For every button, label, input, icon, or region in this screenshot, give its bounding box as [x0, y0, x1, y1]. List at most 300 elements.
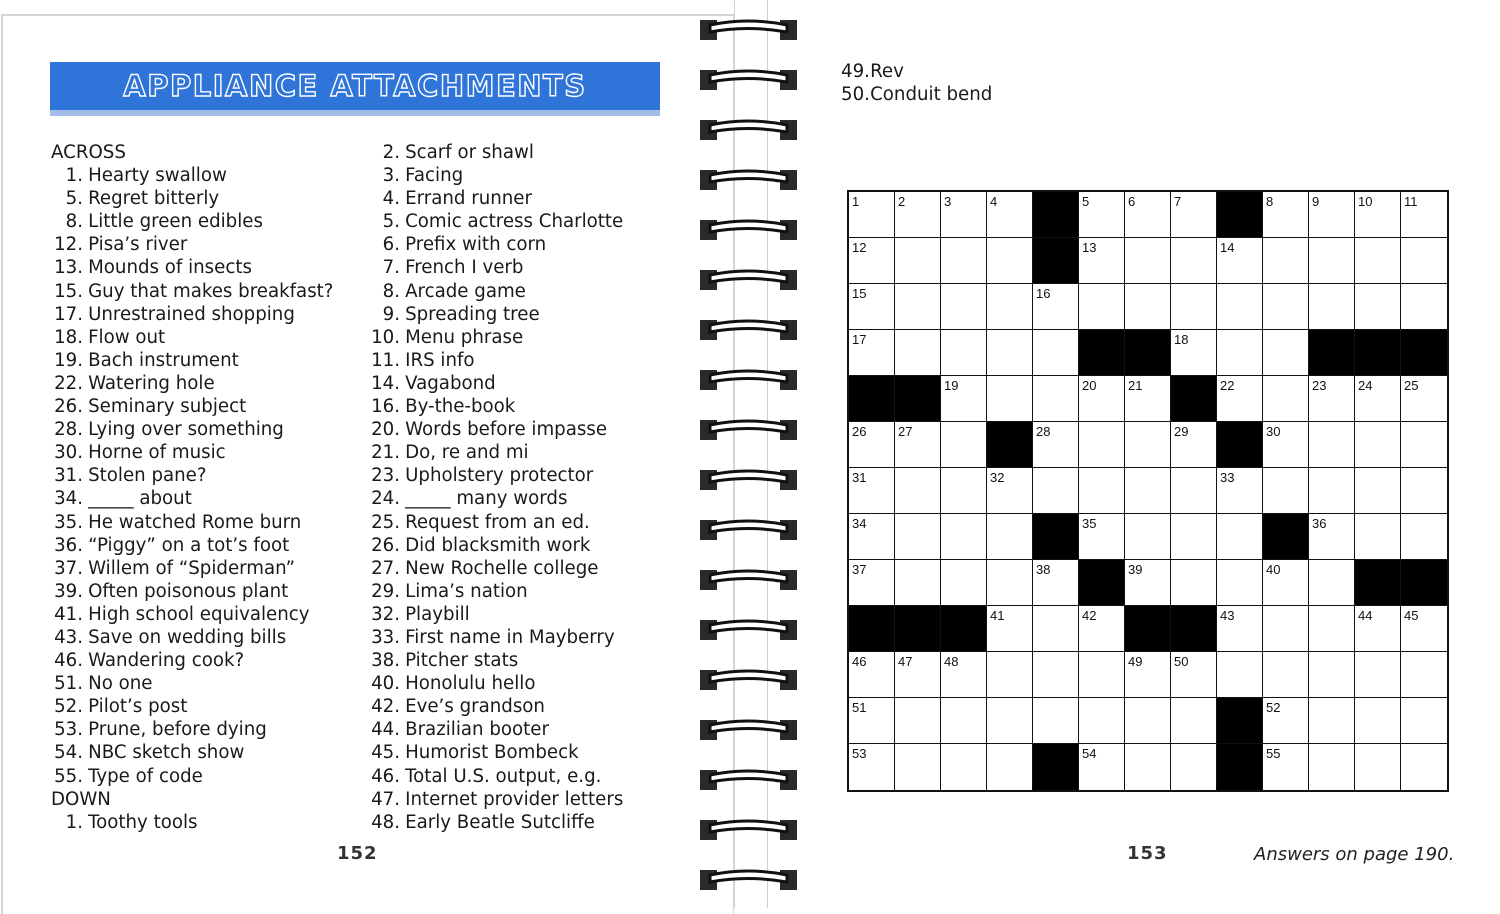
clue-number: 21. — [371, 442, 400, 464]
clue-text: Type of code — [88, 765, 203, 787]
clue-item — [368, 210, 623, 233]
cell-number: 41 — [990, 608, 1005, 623]
cell-number: 5 — [1082, 194, 1090, 209]
grid-cell[interactable] — [987, 698, 1033, 744]
cell-number: 2 — [898, 194, 906, 209]
clue-item — [51, 695, 333, 718]
grid-cell[interactable] — [1401, 698, 1447, 744]
grid-cell[interactable] — [1079, 376, 1125, 422]
black-square — [1263, 514, 1309, 560]
clue-item — [368, 441, 623, 464]
grid-cell[interactable] — [849, 652, 895, 698]
clue-item — [368, 326, 623, 349]
cell-number: 35 — [1082, 516, 1097, 531]
clue-number: 2. — [382, 142, 400, 163]
grid-cell[interactable] — [1217, 606, 1263, 652]
clue-text: Spreading tree — [405, 303, 540, 325]
clue-number: 8. — [382, 280, 400, 302]
grid-cell[interactable] — [1171, 422, 1217, 468]
clue-text: Little green edibles — [88, 211, 263, 233]
clue-number: 35. — [54, 511, 83, 533]
grid-cell[interactable] — [895, 560, 941, 606]
clue-number: 11. — [371, 349, 400, 371]
cell-number: 55 — [1266, 746, 1281, 761]
cell-number: 52 — [1266, 700, 1281, 715]
grid-cell[interactable] — [1171, 192, 1217, 238]
grid-cell[interactable] — [1355, 698, 1401, 744]
clue-text: Arcade game — [405, 280, 526, 302]
grid-cell[interactable] — [1033, 284, 1079, 330]
grid-cell[interactable] — [1309, 560, 1355, 606]
grid-cell[interactable] — [849, 560, 895, 606]
grid-cell[interactable] — [941, 238, 987, 284]
clue-text: Request from an ed. — [405, 511, 590, 533]
black-square — [1125, 606, 1171, 652]
clue-item — [368, 464, 623, 487]
grid-cell[interactable] — [895, 514, 941, 560]
grid-cell[interactable] — [1217, 468, 1263, 514]
clue-item — [368, 788, 623, 811]
clue-number: 48. — [371, 811, 400, 833]
cell-number: 47 — [898, 654, 913, 669]
grid-cell[interactable] — [1033, 560, 1079, 606]
grid-cell[interactable] — [941, 330, 987, 376]
grid-cell[interactable] — [895, 284, 941, 330]
grid-cell[interactable] — [1309, 192, 1355, 238]
grid-cell[interactable] — [1171, 514, 1217, 560]
clue-text: Honolulu hello — [405, 673, 536, 695]
spiral-coil — [700, 670, 797, 690]
grid-cell[interactable] — [1309, 468, 1355, 514]
grid-cell[interactable] — [1401, 652, 1447, 698]
clue-item — [368, 372, 623, 395]
grid-cell[interactable] — [849, 468, 895, 514]
grid-cell[interactable] — [1355, 468, 1401, 514]
cell-number: 21 — [1128, 378, 1143, 393]
grid-cell[interactable] — [1125, 192, 1171, 238]
grid-cell[interactable] — [987, 606, 1033, 652]
grid-cell[interactable] — [941, 422, 987, 468]
cell-number: 32 — [990, 470, 1005, 485]
black-square — [1355, 330, 1401, 376]
cell-number: 50 — [1174, 654, 1189, 669]
grid-cell[interactable] — [1125, 514, 1171, 560]
grid-cell[interactable] — [1125, 744, 1171, 790]
clue-item — [51, 349, 333, 372]
grid-cell[interactable] — [1263, 376, 1309, 422]
clue-item — [51, 811, 333, 834]
clue-number: 9. — [382, 303, 400, 325]
grid-cell[interactable] — [849, 238, 895, 284]
cell-number: 15 — [852, 286, 867, 301]
grid-cell[interactable] — [1263, 744, 1309, 790]
black-square — [987, 422, 1033, 468]
clue-number: 1. — [65, 165, 83, 187]
grid-cell[interactable] — [1309, 422, 1355, 468]
clue-number: 33. — [371, 626, 400, 648]
clue-text: “Piggy” on a tot’s foot — [88, 534, 290, 556]
grid-cell[interactable] — [1079, 238, 1125, 284]
grid-cell[interactable] — [849, 514, 895, 560]
clue-item — [368, 741, 623, 764]
grid-cell[interactable] — [987, 652, 1033, 698]
clue-item — [51, 326, 333, 349]
clue-number: 51. — [54, 673, 83, 695]
grid-cell[interactable] — [1309, 698, 1355, 744]
clue-text: Do, re and mi — [405, 442, 529, 464]
clue-item — [51, 718, 333, 741]
grid-cell[interactable] — [1125, 422, 1171, 468]
grid-cell[interactable] — [1171, 238, 1217, 284]
clue-number: 34. — [54, 488, 83, 510]
clue-item — [368, 280, 623, 303]
black-square — [1401, 560, 1447, 606]
clue-number: 42. — [371, 696, 400, 718]
cell-number: 18 — [1174, 332, 1189, 347]
clue-text: Early Beatle Sutcliffe — [405, 811, 595, 833]
clue-number: 7. — [382, 257, 400, 279]
grid-cell[interactable] — [1263, 422, 1309, 468]
clue-number: 27. — [371, 557, 400, 579]
clue-item — [51, 303, 333, 326]
clue-number: 39. — [54, 580, 83, 602]
clue-item — [51, 464, 333, 487]
black-square — [1033, 514, 1079, 560]
grid-cell[interactable] — [1171, 744, 1217, 790]
grid-cell[interactable] — [987, 284, 1033, 330]
grid-cell[interactable] — [1079, 422, 1125, 468]
clue-text: Rev — [870, 61, 904, 82]
grid-cell[interactable] — [1263, 560, 1309, 606]
cell-number: 11 — [1404, 194, 1418, 209]
clue-item — [51, 210, 333, 233]
grid-cell[interactable] — [895, 330, 941, 376]
clue-text: Prune, before dying — [88, 719, 267, 741]
grid-cell[interactable] — [1033, 330, 1079, 376]
grid-cell[interactable] — [987, 330, 1033, 376]
clue-number: 44. — [371, 719, 400, 741]
clue-item — [51, 233, 333, 256]
clue-number: 55. — [54, 765, 83, 787]
clue-number: 53. — [54, 719, 83, 741]
black-square — [1033, 744, 1079, 790]
grid-cell[interactable] — [1079, 698, 1125, 744]
crossword-grid[interactable] — [847, 190, 1449, 792]
clue-text: Regret bitterly — [88, 188, 220, 210]
grid-cell[interactable] — [1263, 238, 1309, 284]
grid-cell[interactable] — [1171, 468, 1217, 514]
grid-cell[interactable] — [941, 514, 987, 560]
grid-cell[interactable] — [1125, 376, 1171, 422]
grid-cell[interactable] — [1033, 468, 1079, 514]
grid-cell[interactable] — [987, 560, 1033, 606]
clue-item — [368, 418, 623, 441]
clue-number: 18. — [54, 326, 83, 348]
grid-cell[interactable] — [1309, 376, 1355, 422]
clue-number: 30. — [54, 442, 83, 464]
grid-cell[interactable] — [1401, 422, 1447, 468]
cell-number: 20 — [1082, 378, 1097, 393]
grid-cell[interactable] — [941, 192, 987, 238]
grid-cell[interactable] — [1401, 606, 1447, 652]
grid-cell[interactable] — [1125, 560, 1171, 606]
grid-cell[interactable] — [1401, 284, 1447, 330]
clue-number: 16. — [371, 396, 400, 418]
grid-cell[interactable] — [1079, 606, 1125, 652]
cell-number: 22 — [1220, 378, 1235, 393]
grid-cell[interactable] — [849, 330, 895, 376]
grid-cell[interactable] — [1309, 652, 1355, 698]
grid-cell[interactable] — [987, 514, 1033, 560]
grid-cell[interactable] — [987, 192, 1033, 238]
grid-cell[interactable] — [1401, 744, 1447, 790]
clue-item — [368, 303, 623, 326]
clue-number: 22. — [54, 372, 83, 394]
grid-cell[interactable] — [1355, 514, 1401, 560]
clue-text: _____ about — [88, 488, 192, 510]
grid-cell[interactable] — [941, 560, 987, 606]
grid-cell[interactable] — [849, 192, 895, 238]
grid-cell[interactable] — [895, 652, 941, 698]
clue-text: Often poisonous plant — [88, 580, 289, 602]
clue-text: First name in Mayberry — [405, 626, 615, 648]
black-square — [1171, 606, 1217, 652]
grid-cell[interactable] — [1171, 330, 1217, 376]
clue-item — [368, 626, 623, 649]
grid-cell[interactable] — [1171, 284, 1217, 330]
clue-number: 5. — [382, 211, 400, 233]
cell-number: 34 — [852, 516, 867, 531]
clue-text: No one — [88, 673, 153, 695]
clue-text: Willem of “Spiderman” — [88, 557, 296, 579]
grid-cell[interactable] — [1263, 468, 1309, 514]
grid-cell[interactable] — [1355, 606, 1401, 652]
grid-cell[interactable] — [1125, 698, 1171, 744]
grid-cell[interactable] — [1309, 284, 1355, 330]
cell-number: 36 — [1312, 516, 1327, 531]
page-number-left: 152 — [337, 843, 378, 864]
grid-cell[interactable] — [1217, 514, 1263, 560]
spiral-coil — [700, 370, 797, 390]
clue-text: New Rochelle college — [405, 557, 599, 579]
grid-cell[interactable] — [1263, 698, 1309, 744]
grid-cell[interactable] — [1355, 744, 1401, 790]
clue-item — [368, 672, 623, 695]
black-square — [1217, 744, 1263, 790]
clue-text: By-the-book — [405, 396, 516, 418]
grid-cell[interactable] — [1033, 652, 1079, 698]
spiral-coil — [700, 70, 797, 90]
grid-cell[interactable] — [941, 468, 987, 514]
black-square — [1217, 192, 1263, 238]
grid-cell[interactable] — [1263, 284, 1309, 330]
grid-cell[interactable] — [1263, 330, 1309, 376]
grid-cell[interactable] — [849, 744, 895, 790]
grid-cell[interactable] — [1401, 376, 1447, 422]
spiral-coil — [700, 320, 797, 340]
grid-cell[interactable] — [1171, 560, 1217, 606]
clue-number: 14. — [371, 372, 400, 394]
black-square — [1217, 698, 1263, 744]
clue-number: 28. — [54, 419, 83, 441]
grid-cell[interactable] — [1309, 606, 1355, 652]
clue-text: Eve’s grandson — [405, 696, 545, 718]
grid-cell[interactable] — [987, 238, 1033, 284]
clue-number: 41. — [54, 603, 83, 625]
clue-number: 38. — [371, 650, 400, 672]
cell-number: 24 — [1358, 378, 1373, 393]
grid-cell[interactable] — [895, 238, 941, 284]
clue-text: Playbill — [405, 603, 470, 625]
spiral-coil — [700, 20, 797, 40]
black-square — [1033, 238, 1079, 284]
grid-cell[interactable] — [895, 422, 941, 468]
clue-text: Vagabond — [405, 372, 496, 394]
grid-cell[interactable] — [1033, 422, 1079, 468]
clue-item — [841, 83, 992, 106]
clue-item — [51, 626, 333, 649]
grid-cell[interactable] — [1171, 698, 1217, 744]
black-square — [941, 606, 987, 652]
grid-cell[interactable] — [1125, 238, 1171, 284]
grid-cell[interactable] — [1125, 284, 1171, 330]
clue-number: 43. — [54, 626, 83, 648]
clue-item — [51, 603, 333, 626]
grid-cell[interactable] — [1217, 560, 1263, 606]
clue-item — [51, 741, 333, 764]
grid-cell[interactable] — [1401, 468, 1447, 514]
cell-number: 42 — [1082, 608, 1097, 623]
grid-cell[interactable] — [1355, 652, 1401, 698]
clue-number: 31. — [54, 465, 83, 487]
spiral-coil — [700, 170, 797, 190]
clue-number: 10. — [371, 326, 400, 348]
grid-cell[interactable] — [1401, 192, 1447, 238]
clue-number: 23. — [371, 465, 400, 487]
clue-text: Conduit bend — [870, 84, 993, 106]
grid-cell[interactable] — [1263, 606, 1309, 652]
grid-cell[interactable] — [1309, 744, 1355, 790]
clue-text: Pisa’s river — [88, 234, 188, 256]
clue-text: Flow out — [88, 326, 166, 348]
grid-cell[interactable] — [1217, 652, 1263, 698]
grid-cell[interactable] — [987, 376, 1033, 422]
grid-cell[interactable] — [1401, 514, 1447, 560]
grid-cell[interactable] — [1079, 284, 1125, 330]
grid-cell[interactable] — [1079, 744, 1125, 790]
cell-number: 43 — [1220, 608, 1235, 623]
grid-cell[interactable] — [941, 376, 987, 422]
grid-cell[interactable] — [1079, 468, 1125, 514]
clue-text: Hearty swallow — [88, 165, 227, 187]
cell-number: 33 — [1220, 470, 1235, 485]
clue-text: Lying over something — [88, 419, 284, 441]
clue-item — [51, 511, 333, 534]
clue-text: Toothy tools — [88, 811, 198, 833]
spiral-coil — [700, 720, 797, 740]
grid-cell[interactable] — [941, 652, 987, 698]
grid-cell[interactable] — [1355, 376, 1401, 422]
grid-cell[interactable] — [895, 468, 941, 514]
clue-item — [368, 233, 623, 256]
clue-number: 25. — [371, 511, 400, 533]
cell-number: 13 — [1082, 240, 1097, 255]
grid-cell[interactable] — [941, 744, 987, 790]
clue-text: Total U.S. output, e.g. — [405, 765, 602, 787]
clue-item — [51, 487, 333, 510]
spiral-coil — [700, 770, 797, 790]
grid-cell[interactable] — [1217, 376, 1263, 422]
black-square — [895, 606, 941, 652]
clue-number: 52. — [54, 696, 83, 718]
grid-cell[interactable] — [895, 744, 941, 790]
cell-number: 6 — [1128, 194, 1136, 209]
grid-cell[interactable] — [849, 422, 895, 468]
grid-cell[interactable] — [1125, 468, 1171, 514]
clue-item — [368, 811, 623, 834]
grid-cell[interactable] — [1079, 652, 1125, 698]
grid-cell[interactable] — [1355, 238, 1401, 284]
clue-text: Internet provider letters — [405, 788, 624, 810]
grid-cell[interactable] — [1309, 514, 1355, 560]
grid-cell[interactable] — [1079, 192, 1125, 238]
black-square — [1171, 376, 1217, 422]
grid-cell[interactable] — [1217, 238, 1263, 284]
grid-cell[interactable] — [1033, 698, 1079, 744]
cell-number: 25 — [1404, 378, 1419, 393]
grid-cell[interactable] — [1401, 238, 1447, 284]
spiral-coil — [700, 120, 797, 140]
grid-cell[interactable] — [895, 192, 941, 238]
grid-cell[interactable] — [1309, 238, 1355, 284]
clue-text: Prefix with corn — [405, 234, 547, 256]
grid-cell[interactable] — [1355, 284, 1401, 330]
spiral-coil — [700, 520, 797, 540]
grid-cell[interactable] — [941, 698, 987, 744]
clue-number: 47. — [371, 788, 400, 810]
clue-item — [368, 580, 623, 603]
grid-cell[interactable] — [849, 284, 895, 330]
grid-cell[interactable] — [1355, 192, 1401, 238]
grid-cell[interactable] — [1033, 376, 1079, 422]
grid-cell[interactable] — [1079, 514, 1125, 560]
clue-text: Save on wedding bills — [88, 626, 287, 648]
grid-cell[interactable] — [1355, 422, 1401, 468]
grid-cell[interactable] — [1217, 330, 1263, 376]
clue-text: Mounds of insects — [88, 257, 252, 279]
grid-cell[interactable] — [941, 284, 987, 330]
grid-cell[interactable] — [895, 698, 941, 744]
grid-cell[interactable] — [1033, 606, 1079, 652]
clue-item — [51, 557, 333, 580]
black-square — [1355, 560, 1401, 606]
grid-cell[interactable] — [987, 468, 1033, 514]
clue-text: Scarf or shawl — [405, 142, 534, 163]
clue-item — [368, 256, 623, 279]
grid-cell[interactable] — [1125, 652, 1171, 698]
clue-text: Horne of music — [88, 442, 226, 464]
grid-cell[interactable] — [1263, 192, 1309, 238]
grid-cell[interactable] — [849, 698, 895, 744]
grid-cell[interactable] — [1263, 652, 1309, 698]
grid-cell[interactable] — [987, 744, 1033, 790]
spiral-coil — [700, 220, 797, 240]
clue-number: 36. — [54, 534, 83, 556]
grid-cell[interactable] — [1217, 284, 1263, 330]
cell-number: 51 — [852, 700, 867, 715]
grid-cell[interactable] — [1171, 652, 1217, 698]
cell-number: 16 — [1036, 286, 1051, 301]
